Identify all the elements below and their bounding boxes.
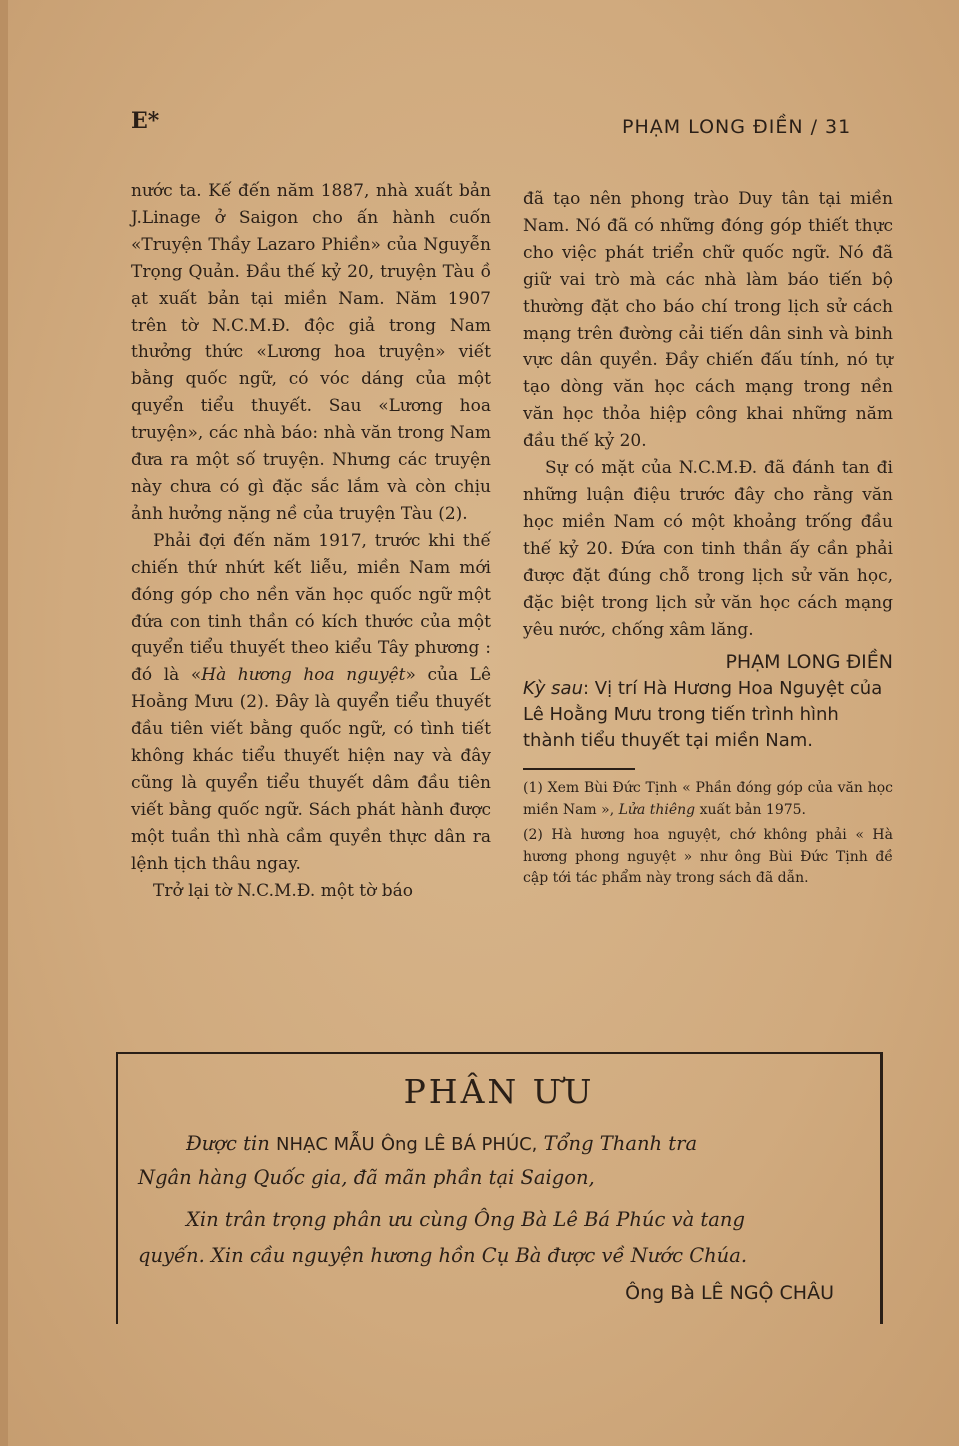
notice-line: Được tin NHẠC MẪU Ông LÊ BÁ PHÚC, Tổng Thanh tra (186, 1132, 698, 1155)
footnote-divider (523, 768, 635, 770)
right-column (523, 186, 893, 894)
notice-line: Xin trân trọng phân ưu cùng Ông Bà Lê Bá Phúc và tang (186, 1208, 745, 1231)
notice-line: Ngân hàng Quốc gia, đã mãn phần tại Saigon, (138, 1166, 595, 1189)
notice-signature: Ông Bà LÊ NGỘ CHÂU (625, 1282, 834, 1304)
notice-line: quyến. Xin cầu nguyện hương hồn Cụ Bà được về Nước Chúa. (138, 1244, 748, 1267)
footnotes (523, 778, 893, 890)
condolence-notice (116, 1052, 883, 1324)
paragraph: Phải đợi đến năm 1917, trước khi thế chiến thứ nhứt kết liễu, miền Nam mới đóng góp cho nền văn học quốc ngữ một đứa con tinh thần có kích thước của một quyển tiểu thuyết theo kiểu Tây phương : đó là «Hà hương hoa nguyệt» của Lê Hoằng Mưu (2). Đây là quyển tiểu thuyết đầu tiên viết bằng quốc ngữ, có tình tiết không khác tiểu thuyết hiện nay và đây cũng là quyển tiểu thuyết dâm đầu tiên viết bằng quốc ngữ. Sách phát hành được một tuần thì nhà cầm quyền thực dân ra lệnh tịch thâu ngay. (131, 530, 492, 874)
left-column (131, 178, 491, 904)
paragraph: Sự có mặt của N.C.M.Đ. đã đánh tan đi những luận điệu trước đây cho rằng văn học miền Nam có một khoảng trống đầu thế kỷ 20. Đứa con tinh thần ấy cần phải được đặt đúng chỗ trong lịch sử văn học, đặc biệt trong lịch sử văn học cách mạng yêu nước, chống xâm lăng. (523, 458, 893, 640)
author-signature: PHẠM LONG ĐIỀN (725, 651, 893, 674)
signature-mark: E* (131, 108, 160, 134)
book-title: Hà hương hoa nguyệt (201, 665, 406, 686)
next-issue-note: Kỳ sau: Vị trí Hà Hương Hoa Nguyệt của Lê Hoằng Mưu trong tiến trình hình thành tiểu thuyết tại miền Nam. (523, 678, 883, 752)
page-edge (0, 0, 8, 1446)
paragraph: nước ta. Kế đến năm 1887, nhà xuất bản J.Linage ở Saigon cho ấn hành cuốn «Truyện Thầy Lazaro Phiền» của Nguyễn Trọng Quản. Đầu thế kỷ 20, truyện Tàu ồ ạt xuất bản tại miền Nam. Năm 1907 trên tờ N.C.M.Đ. độc giả trong Nam thưởng thức «Lương hoa truyện» viết bằng quốc ngữ, có vóc dáng của một quyển tiểu thuyết. Sau «Lương hoa truyện», các nhà báo: nhà văn trong Nam đưa ra một số truyện. Nhưng các truyện này chưa có gì đặc sắc lắm và còn chịu ảnh hưởng nặng nề của truyện Tàu (2). (131, 181, 491, 524)
paragraph: đã tạo nên phong trào Duy tân tại miền Nam. Nó đã có những đóng góp thiết thực cho việc phát triển chữ quốc ngữ. Nó đã giữ vai trò mà các nhà làm báo tiến bộ thường đặt cho báo chí trong lịch sử cách mạng trên đường cải tiến dân sinh và binh vực dân quyền. Đầy chiến đấu tính, nó tự tạo dòng văn học cách mạng trong nền văn học thỏa hiệp công khai những năm đầu thế kỷ 20. (523, 189, 893, 452)
running-head: PHẠM LONG ĐIỀN / 31 (622, 116, 852, 138)
footnote: (2) Hà hương hoa nguyệt, chớ không phải « Hà hương phong nguyệt » như ông Bùi Đức Tịnh đề cập tới tác phẩm này trong sách đã dẫn. (523, 827, 893, 887)
paragraph: Trở lại tờ N.C.M.Đ. một tờ báo (153, 880, 414, 901)
notice-title: PHÂN ƯU (403, 1072, 595, 1111)
footnote: (1) Xem Bùi Đức Tịnh « Phần đóng góp của văn học miền Nam », Lửa thiêng xuất bản 1975. (523, 780, 893, 818)
